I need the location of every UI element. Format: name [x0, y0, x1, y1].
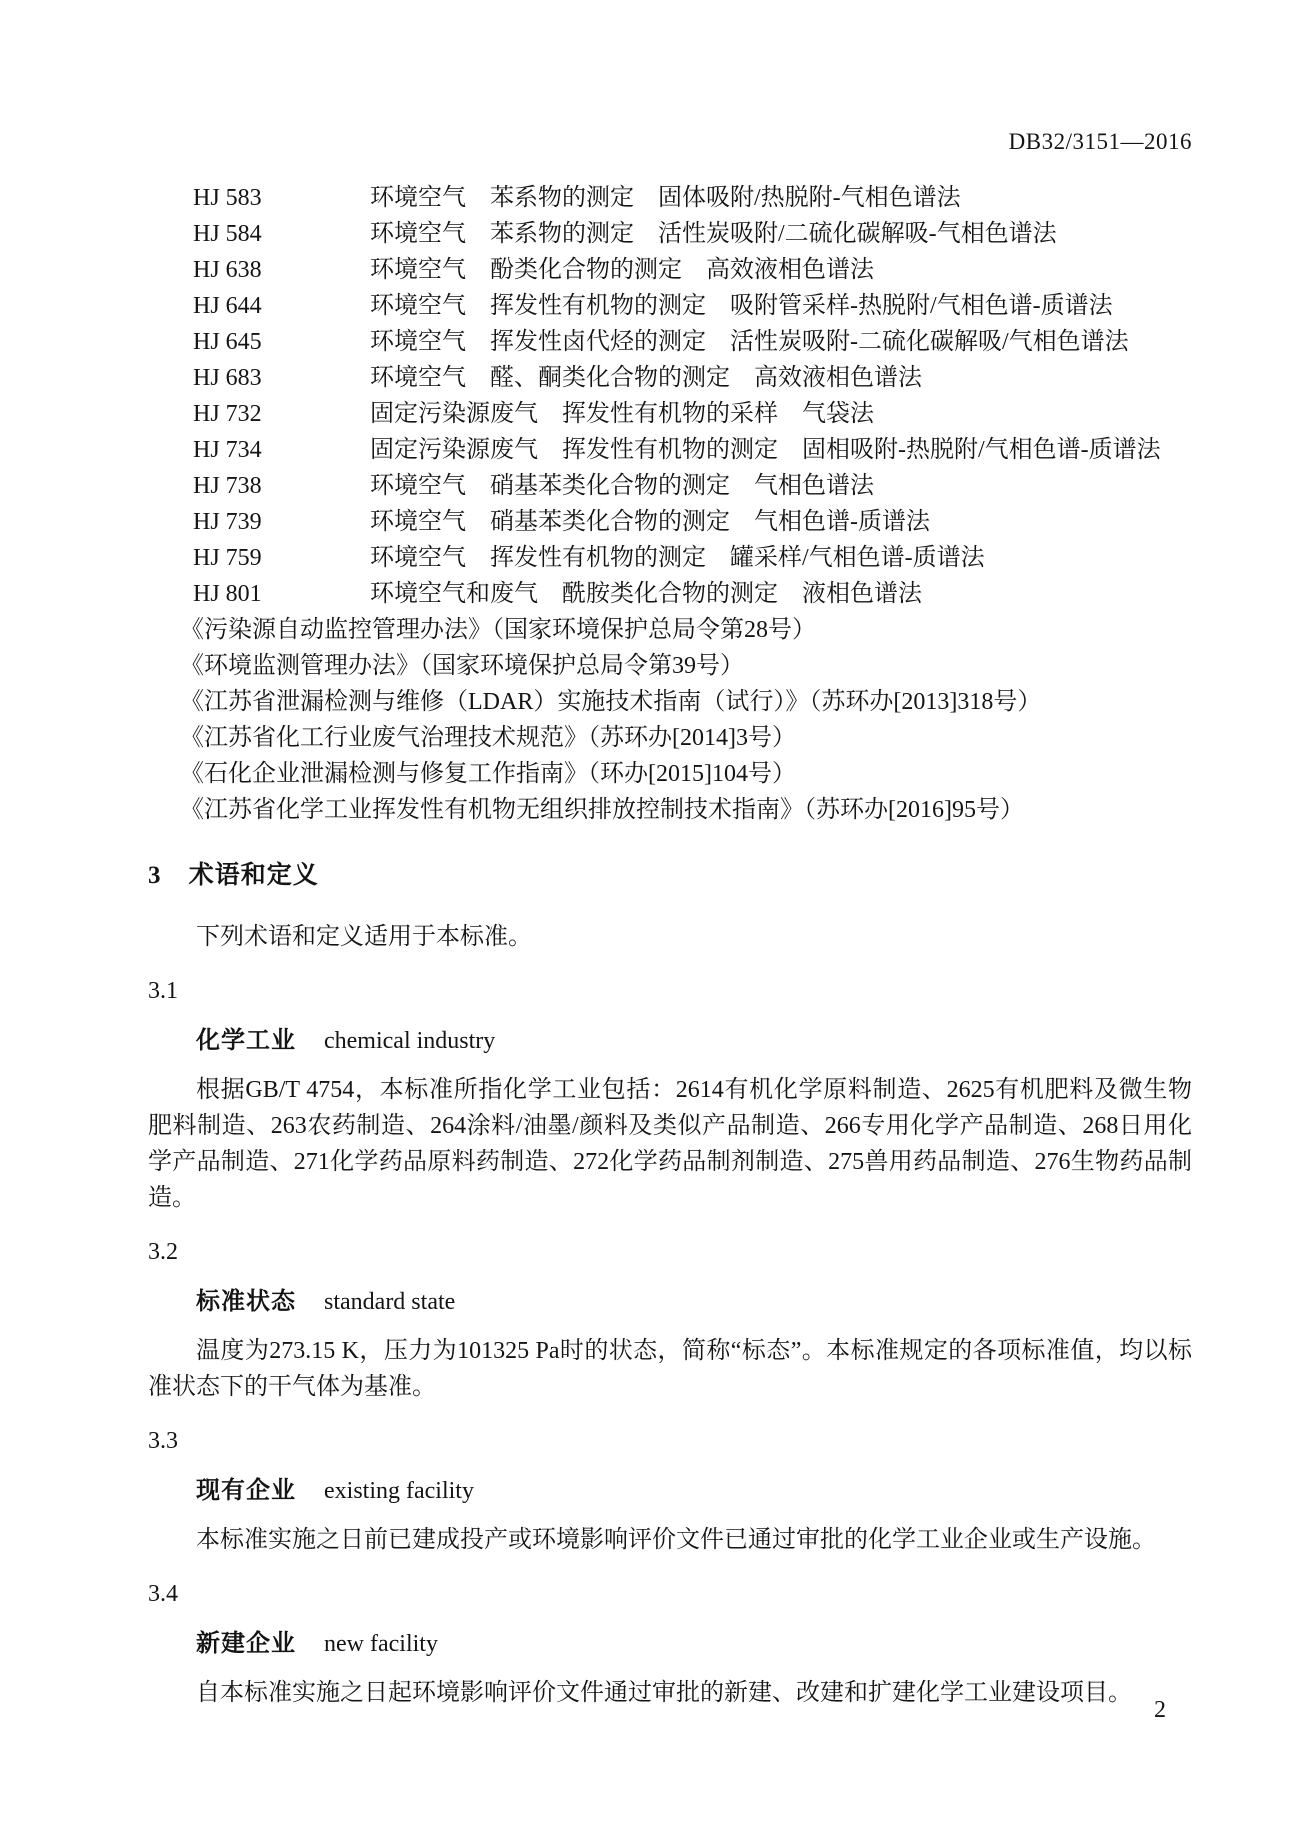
definition-text: 根据GB/T 4754，本标准所指化学工业包括：2614有机化学原料制造、2625有机肥料及微生物肥料制造、263农药制造、264涂料/油墨/颜料及类似产品制造、266专用化学产品制造、268日用化学产品制造、271化学药品原料药制造、272化学药品制剂制造、275兽用药品制造、276生物药品制造。 [148, 1077, 1192, 1211]
standard-title: 环境空气 醛、酮类化合物的测定 高效液相色谱法 [370, 365, 922, 391]
standard-title: 环境空气 挥发性有机物的测定 罐采样/气相色谱-质谱法 [370, 545, 985, 571]
subsection-number: 3.1 [148, 978, 178, 1004]
page-content [148, 0, 1192, 1711]
reference-item: 《污染源自动监控管理办法》（国家环境保护总局令第28号） [180, 617, 816, 643]
standard-title: 环境空气 硝基苯类化合物的测定 气相色谱-质谱法 [370, 509, 930, 535]
standard-list-item [148, 216, 1192, 252]
term-chinese: 新建企业 [196, 1630, 296, 1657]
standard-code: HJ 638 [193, 257, 262, 283]
standard-list-item [148, 252, 1192, 288]
standard-title: 环境空气 苯系物的测定 活性炭吸附/二硫化碳解吸-气相色谱法 [370, 221, 1057, 247]
subsections-container [148, 973, 1192, 1711]
subsection-number: 3.2 [148, 1239, 178, 1265]
term-english: chemical industry [324, 1028, 496, 1054]
standard-code: HJ 738 [193, 473, 262, 499]
standard-code: HJ 732 [193, 401, 262, 427]
section-number: 3 [148, 862, 161, 889]
standard-title: 环境空气和废气 酰胺类化合物的测定 液相色谱法 [370, 581, 922, 607]
standard-code: HJ 801 [193, 581, 262, 607]
standard-code: HJ 734 [193, 437, 262, 463]
subsection [148, 1576, 1192, 1711]
standard-title: 固定污染源废气 挥发性有机物的测定 固相吸附-热脱附/气相色谱-质谱法 [370, 437, 1161, 463]
reference-item: 《江苏省化工行业废气治理技术规范》（苏环办[2014]3号） [180, 725, 796, 751]
reference-item: 《石化企业泄漏检测与修复工作指南》（环办[2015]104号） [180, 761, 796, 787]
standard-code: HJ 683 [193, 365, 262, 391]
standard-list-item [148, 288, 1192, 324]
standard-title: 环境空气 硝基苯类化合物的测定 气相色谱法 [370, 473, 874, 499]
reference-item: 《江苏省泄漏检测与维修（LDAR）实施技术指南（试行）》（苏环办[2013]318号） [180, 689, 1042, 715]
subsection [148, 973, 1192, 1216]
definition-text: 温度为273.15 K，压力为101325 Pa时的状态，简称“标态”。本标准规定的各项标准值，均以标准状态下的干气体为基准。 [148, 1338, 1192, 1400]
standard-title: 固定污染源废气 挥发性有机物的采样 气袋法 [370, 401, 874, 427]
standard-list-item [148, 432, 1192, 468]
term-line [148, 1626, 1192, 1662]
subsection-number: 3.4 [148, 1581, 178, 1607]
standard-list-item [148, 396, 1192, 432]
subsection [148, 1423, 1192, 1558]
standard-list-item [148, 504, 1192, 540]
standard-list-item [148, 360, 1192, 396]
standard-code: HJ 645 [193, 329, 262, 355]
standard-list-item [148, 324, 1192, 360]
subsection-number: 3.3 [148, 1428, 178, 1454]
page-number: 2 [1154, 1697, 1166, 1723]
reference-item: 《环境监测管理办法》（国家环境保护总局令第39号） [180, 653, 744, 679]
standard-code: HJ 583 [193, 185, 262, 211]
standard-code: HJ 739 [193, 509, 262, 535]
term-chinese: 化学工业 [196, 1027, 296, 1054]
subsection [148, 1234, 1192, 1405]
standard-title: 环境空气 挥发性卤代烃的测定 活性炭吸附-二硫化碳解吸/气相色谱法 [370, 329, 1129, 355]
standard-code: HJ 644 [193, 293, 262, 319]
reference-item: 《江苏省化学工业挥发性有机物无组织排放控制技术指南》（苏环办[2016]95号） [180, 797, 1024, 823]
references-list [148, 612, 1192, 828]
standard-code: HJ 759 [193, 545, 262, 571]
standard-title: 环境空气 苯系物的测定 固体吸附/热脱附-气相色谱法 [370, 185, 961, 211]
section-intro: 下列术语和定义适用于本标准。 [196, 924, 532, 950]
term-chinese: 标准状态 [196, 1288, 296, 1315]
standard-list-item [148, 468, 1192, 504]
section-heading [148, 858, 1192, 893]
term-chinese: 现有企业 [196, 1477, 296, 1504]
term-line [148, 1473, 1192, 1509]
definition-text: 自本标准实施之日起环境影响评价文件通过审批的新建、改建和扩建化学工业建设项目。 [196, 1680, 1132, 1706]
standard-title: 环境空气 挥发性有机物的测定 吸附管采样-热脱附/气相色谱-质谱法 [370, 293, 1113, 319]
term-english: existing facility [324, 1478, 474, 1504]
standards-list [148, 180, 1192, 612]
definition-text: 本标准实施之日前已建成投产或环境影响评价文件已通过审批的化学工业企业或生产设施。 [196, 1527, 1156, 1553]
standard-code-header: DB32/3151—2016 [1008, 129, 1192, 154]
term-english: new facility [324, 1631, 438, 1657]
term-line [148, 1023, 1192, 1059]
standard-list-item [148, 180, 1192, 216]
standard-title: 环境空气 酚类化合物的测定 高效液相色谱法 [370, 257, 874, 283]
standard-code: HJ 584 [193, 221, 262, 247]
term-line [148, 1284, 1192, 1320]
section-title: 术语和定义 [188, 861, 319, 889]
standard-list-item [148, 576, 1192, 612]
term-english: standard state [324, 1289, 456, 1315]
document-header [148, 0, 1192, 156]
standard-list-item [148, 540, 1192, 576]
